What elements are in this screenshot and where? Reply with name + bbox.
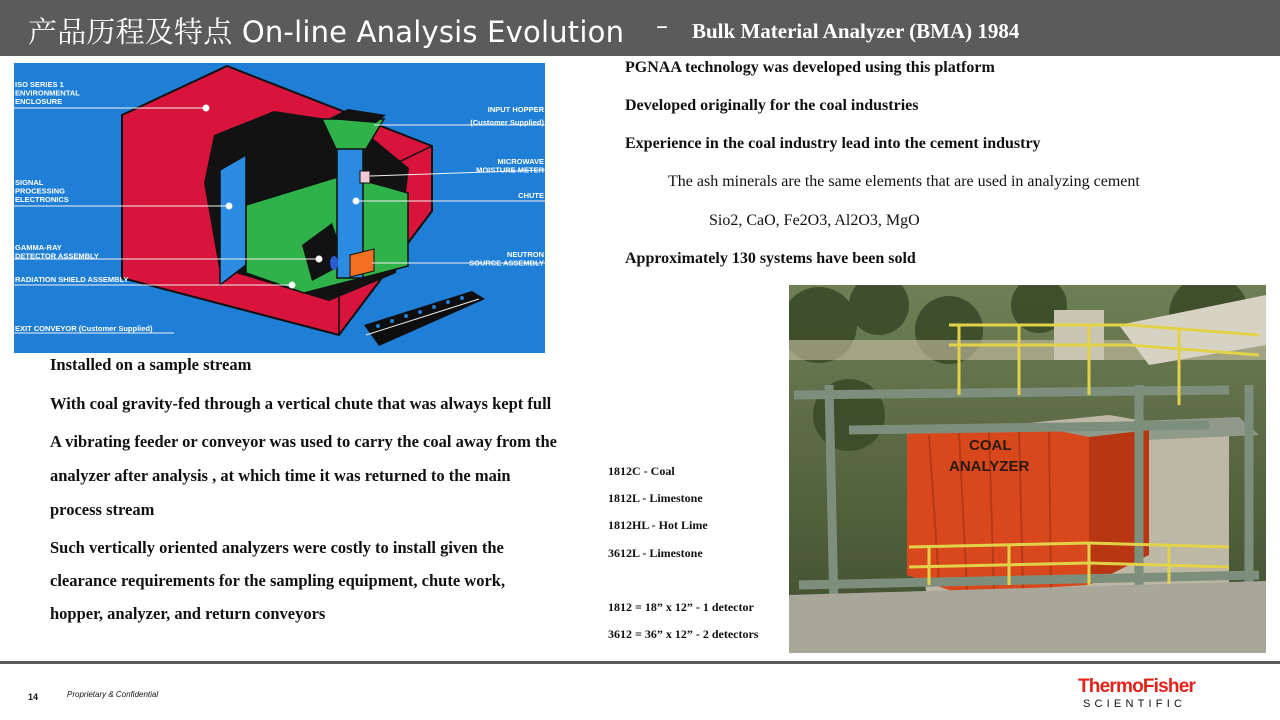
- label-signal-processing: SIGNAL PROCESSING ELECTRONICS: [15, 178, 69, 204]
- model-3612l: 3612L - Limestone: [608, 546, 703, 560]
- logo-scientific: SCIENTIFIC: [1083, 698, 1187, 710]
- moisture-meter: [360, 171, 370, 183]
- label-moisture-meter: MICROWAVE MOISTURE METER: [476, 157, 544, 175]
- point-oxide-list: Sio2, CaO, Fe2O3, Al2O3, MgO: [709, 212, 920, 229]
- point-costly-line-2: clearance requirements for the sampling equipment, chute work,: [50, 571, 506, 590]
- label-gamma-ray-detector: GAMMA-RAY DETECTOR ASSEMBLY: [15, 243, 99, 261]
- thermo-fisher-logo: [1070, 676, 1220, 712]
- label-neutron-source: NEUTRON SOURCE ASSEMBLY: [469, 250, 544, 268]
- coal-analyzer-photo: [789, 285, 1266, 653]
- point-gravity-fed: With coal gravity-fed through a vertical chute that was always kept full: [50, 394, 552, 413]
- red-enclosure: [907, 427, 1149, 593]
- model-3612-size: 3612 = 36” x 12” - 2 detectors: [608, 627, 759, 641]
- point-coal-origin: Developed originally for the coal industries: [625, 97, 919, 114]
- label-radiation-shield: RADIATION SHIELD ASSEMBLY: [15, 275, 129, 284]
- label-chute: CHUTE: [518, 191, 544, 200]
- page-title: 产品历程及特点 On-line Analysis Evolution: [28, 15, 625, 49]
- point-feeder-line-1: A vibrating feeder or conveyor was used to carry the coal away from the: [50, 432, 557, 451]
- point-feeder-line-2: analyzer after analysis , at which time it was returned to the main: [50, 466, 511, 485]
- model-1812c: 1812C - Coal: [608, 464, 675, 478]
- model-1812hl: 1812HL - Hot Lime: [608, 518, 708, 532]
- signal-processing-panel: [220, 155, 246, 285]
- label-input-hopper: INPUT HOPPER (Customer Supplied): [470, 105, 544, 127]
- point-sample-stream: Installed on a sample stream: [50, 355, 252, 374]
- point-costly-line-3: hopper, analyzer, and return conveyors: [50, 604, 326, 623]
- sign-coal: COAL: [969, 437, 1012, 454]
- page-number: 14: [28, 692, 39, 702]
- point-systems-sold: Approximately 130 systems have been sold: [625, 250, 916, 267]
- logo-wordmark: ThermoFisher: [1078, 676, 1196, 697]
- confidential-notice: Proprietary & Confidential: [67, 690, 159, 699]
- point-pgnaa: PGNAA technology was developed using this platform: [625, 59, 995, 76]
- title-separator: –: [656, 12, 668, 40]
- point-cement-transition: Experience in the coal industry lead into the cement industry: [625, 135, 1041, 152]
- footer-rule: [0, 661, 1280, 664]
- gamma-ray-detector: [330, 256, 338, 270]
- label-exit-conveyor: EXIT CONVEYOR (Customer Supplied): [15, 324, 153, 333]
- model-1812-size: 1812 = 18” x 12” - 1 detector: [608, 600, 754, 614]
- point-feeder-line-3: process stream: [50, 500, 155, 519]
- analyzer-cutaway-diagram: [14, 63, 545, 353]
- model-1812l: 1812L - Limestone: [608, 491, 703, 505]
- page-subtitle: Bulk Material Analyzer (BMA) 1984: [692, 19, 1020, 43]
- point-costly-line-1: Such vertically oriented analyzers were costly to install given the: [50, 538, 504, 557]
- title-bar: [0, 0, 1280, 56]
- label-iso-enclosure: ISO SERIES 1 ENVIRONMENTAL ENCLOSURE: [15, 80, 80, 106]
- sign-analyzer: ANALYZER: [949, 458, 1030, 475]
- point-ash-minerals: The ash minerals are the same elements that are used in analyzing cement: [668, 173, 1140, 190]
